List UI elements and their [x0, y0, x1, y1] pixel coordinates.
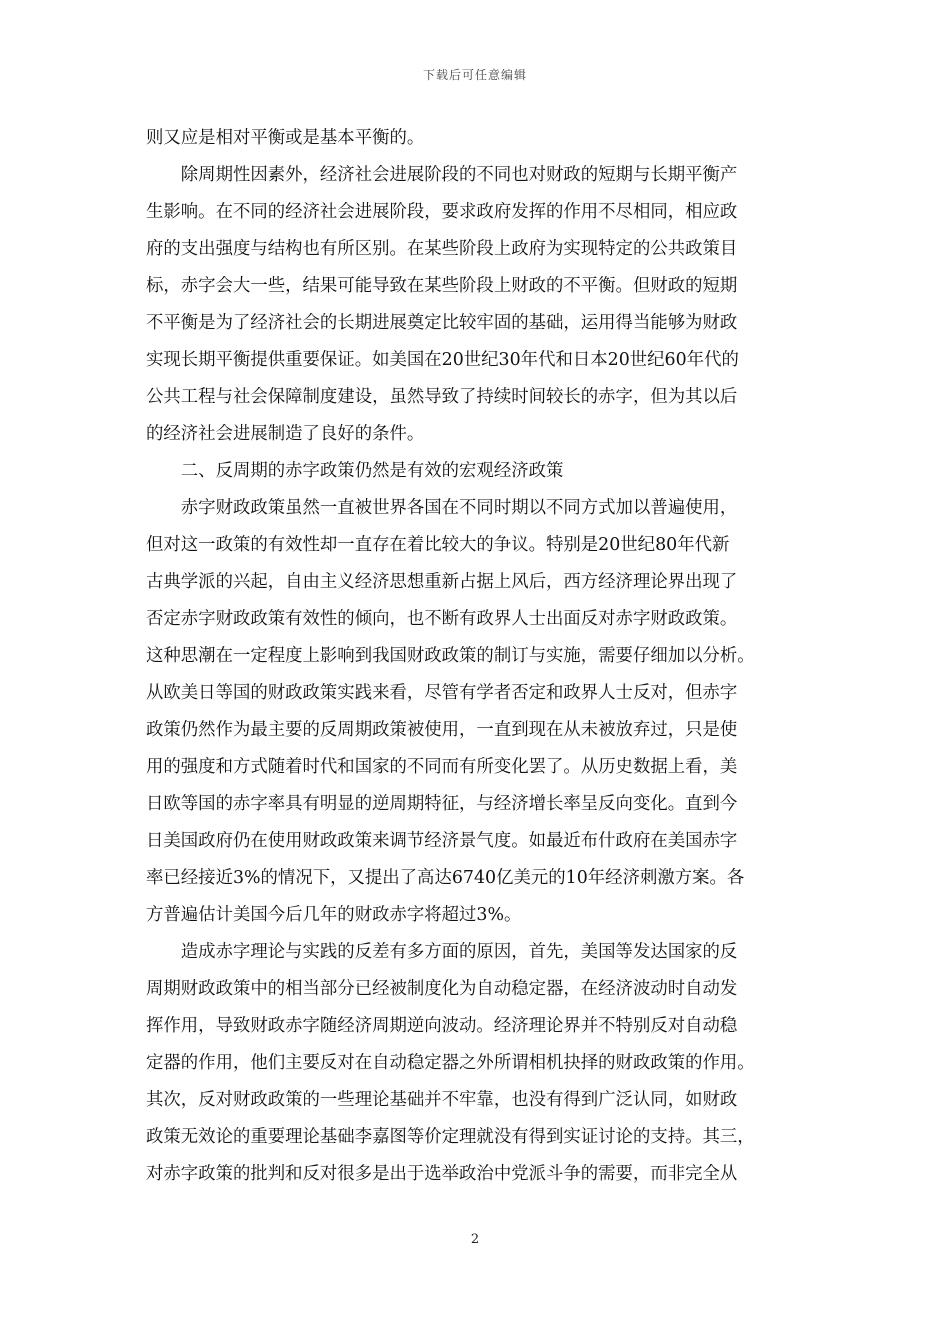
- text-line: 从欧美日等国的财政政策实践来看，尽管有学者否定和政界人士反对，但赤字: [146, 683, 738, 703]
- text-line: 对赤字政策的批判和反对很多是出于选举政治中党派斗争的需要，而非完全从: [146, 1164, 738, 1184]
- text-line: 用的强度和方式随着时代和国家的不同而有所变化罢了。从历史数据上看，美: [146, 757, 738, 777]
- page-header: 下载后可任意编辑: [422, 68, 527, 82]
- section-heading: 二、反周期的赤字政策仍然是有效的宏观经济政策: [146, 461, 564, 481]
- text-line: 这种思潮在一定程度上影响到我国财政政策的制订与实施，需要仔细加以分析。: [146, 646, 755, 666]
- text-line: 否定赤字财政政策有效性的倾向，也不断有政界人士出面反对赤字财政政策。: [146, 609, 738, 629]
- text-line: 则又应是相对平衡或是基本平衡的。: [146, 128, 425, 148]
- text-line: 公共工程与社会保障制度建设，虽然导致了持续时间较长的赤字，但为其以后: [146, 387, 738, 407]
- page-number: 2: [470, 1232, 480, 1247]
- text-line: 方普遍估计美国今后几年的财政赤字将超过3%。: [146, 905, 522, 925]
- text-line: 挥作用，导致财政赤字随经济周期逆向波动。经济理论界并不特别反对自动稳: [146, 1016, 738, 1036]
- text-line: 周期财政政策中的相当部分已经被制度化为自动稳定器，在经济波动时自动发: [146, 979, 738, 999]
- text-line: 的经济社会进展制造了良好的条件。: [146, 424, 425, 444]
- text-line: 不平衡是为了经济社会的长期进展奠定比较牢固的基础，运用得当能够为财政: [146, 313, 738, 333]
- text-line: 率已经接近3%的情况下，又提出了高达6740亿美元的10年经济刺激方案。各: [146, 868, 745, 888]
- text-line: 但对这一政策的有效性却一直存在着比较大的争议。特别是20世纪80年代新: [146, 535, 730, 555]
- text-line: 日美国政府仍在使用财政政策来调节经济景气度。如最近布什政府在美国赤字: [146, 831, 738, 851]
- text-line: 其次，反对财政政策的一些理论基础并不牢靠，也没有得到广泛认同，如财政: [146, 1090, 738, 1110]
- text-line: 生影响。在不同的经济社会进展阶段，要求政府发挥的作用不尽相同，相应政: [146, 202, 738, 222]
- text-line: 府的支出强度与结构也有所区别。在某些阶段上政府为实现特定的公共政策目: [146, 239, 738, 259]
- text-line: 造成赤字理论与实践的反差有多方面的原因，首先，美国等发达国家的反: [146, 942, 738, 962]
- text-line: 实现长期平衡提供重要保证。如美国在20世纪30年代和日本20世纪60年代的: [146, 350, 739, 370]
- text-line: 标，赤字会大一些，结果可能导致在某些阶段上财政的不平衡。但财政的短期: [146, 276, 738, 296]
- text-line: 除周期性因素外，经济社会进展阶段的不同也对财政的短期与长期平衡产: [146, 165, 738, 185]
- document-body: [146, 120, 802, 1193]
- text-line: 政策仍然作为最主要的反周期政策被使用，一直到现在从未被放弃过，只是使: [146, 720, 738, 740]
- text-line: 赤字财政政策虽然一直被世界各国在不同时期以不同方式加以普遍使用，: [146, 498, 738, 518]
- text-line: 定器的作用，他们主要反对在自动稳定器之外所谓相机抉择的财政政策的作用。: [146, 1053, 755, 1073]
- text-line: 古典学派的兴起，自由主义经济思想重新占据上风后，西方经济理论界出现了: [146, 572, 738, 592]
- text-line: 政策无效论的重要理论基础李嘉图等价定理就没有得到实证讨论的支持。其三，: [146, 1127, 755, 1147]
- text-line: 日欧等国的赤字率具有明显的逆周期特征，与经济增长率呈反向变化。直到今: [146, 794, 738, 814]
